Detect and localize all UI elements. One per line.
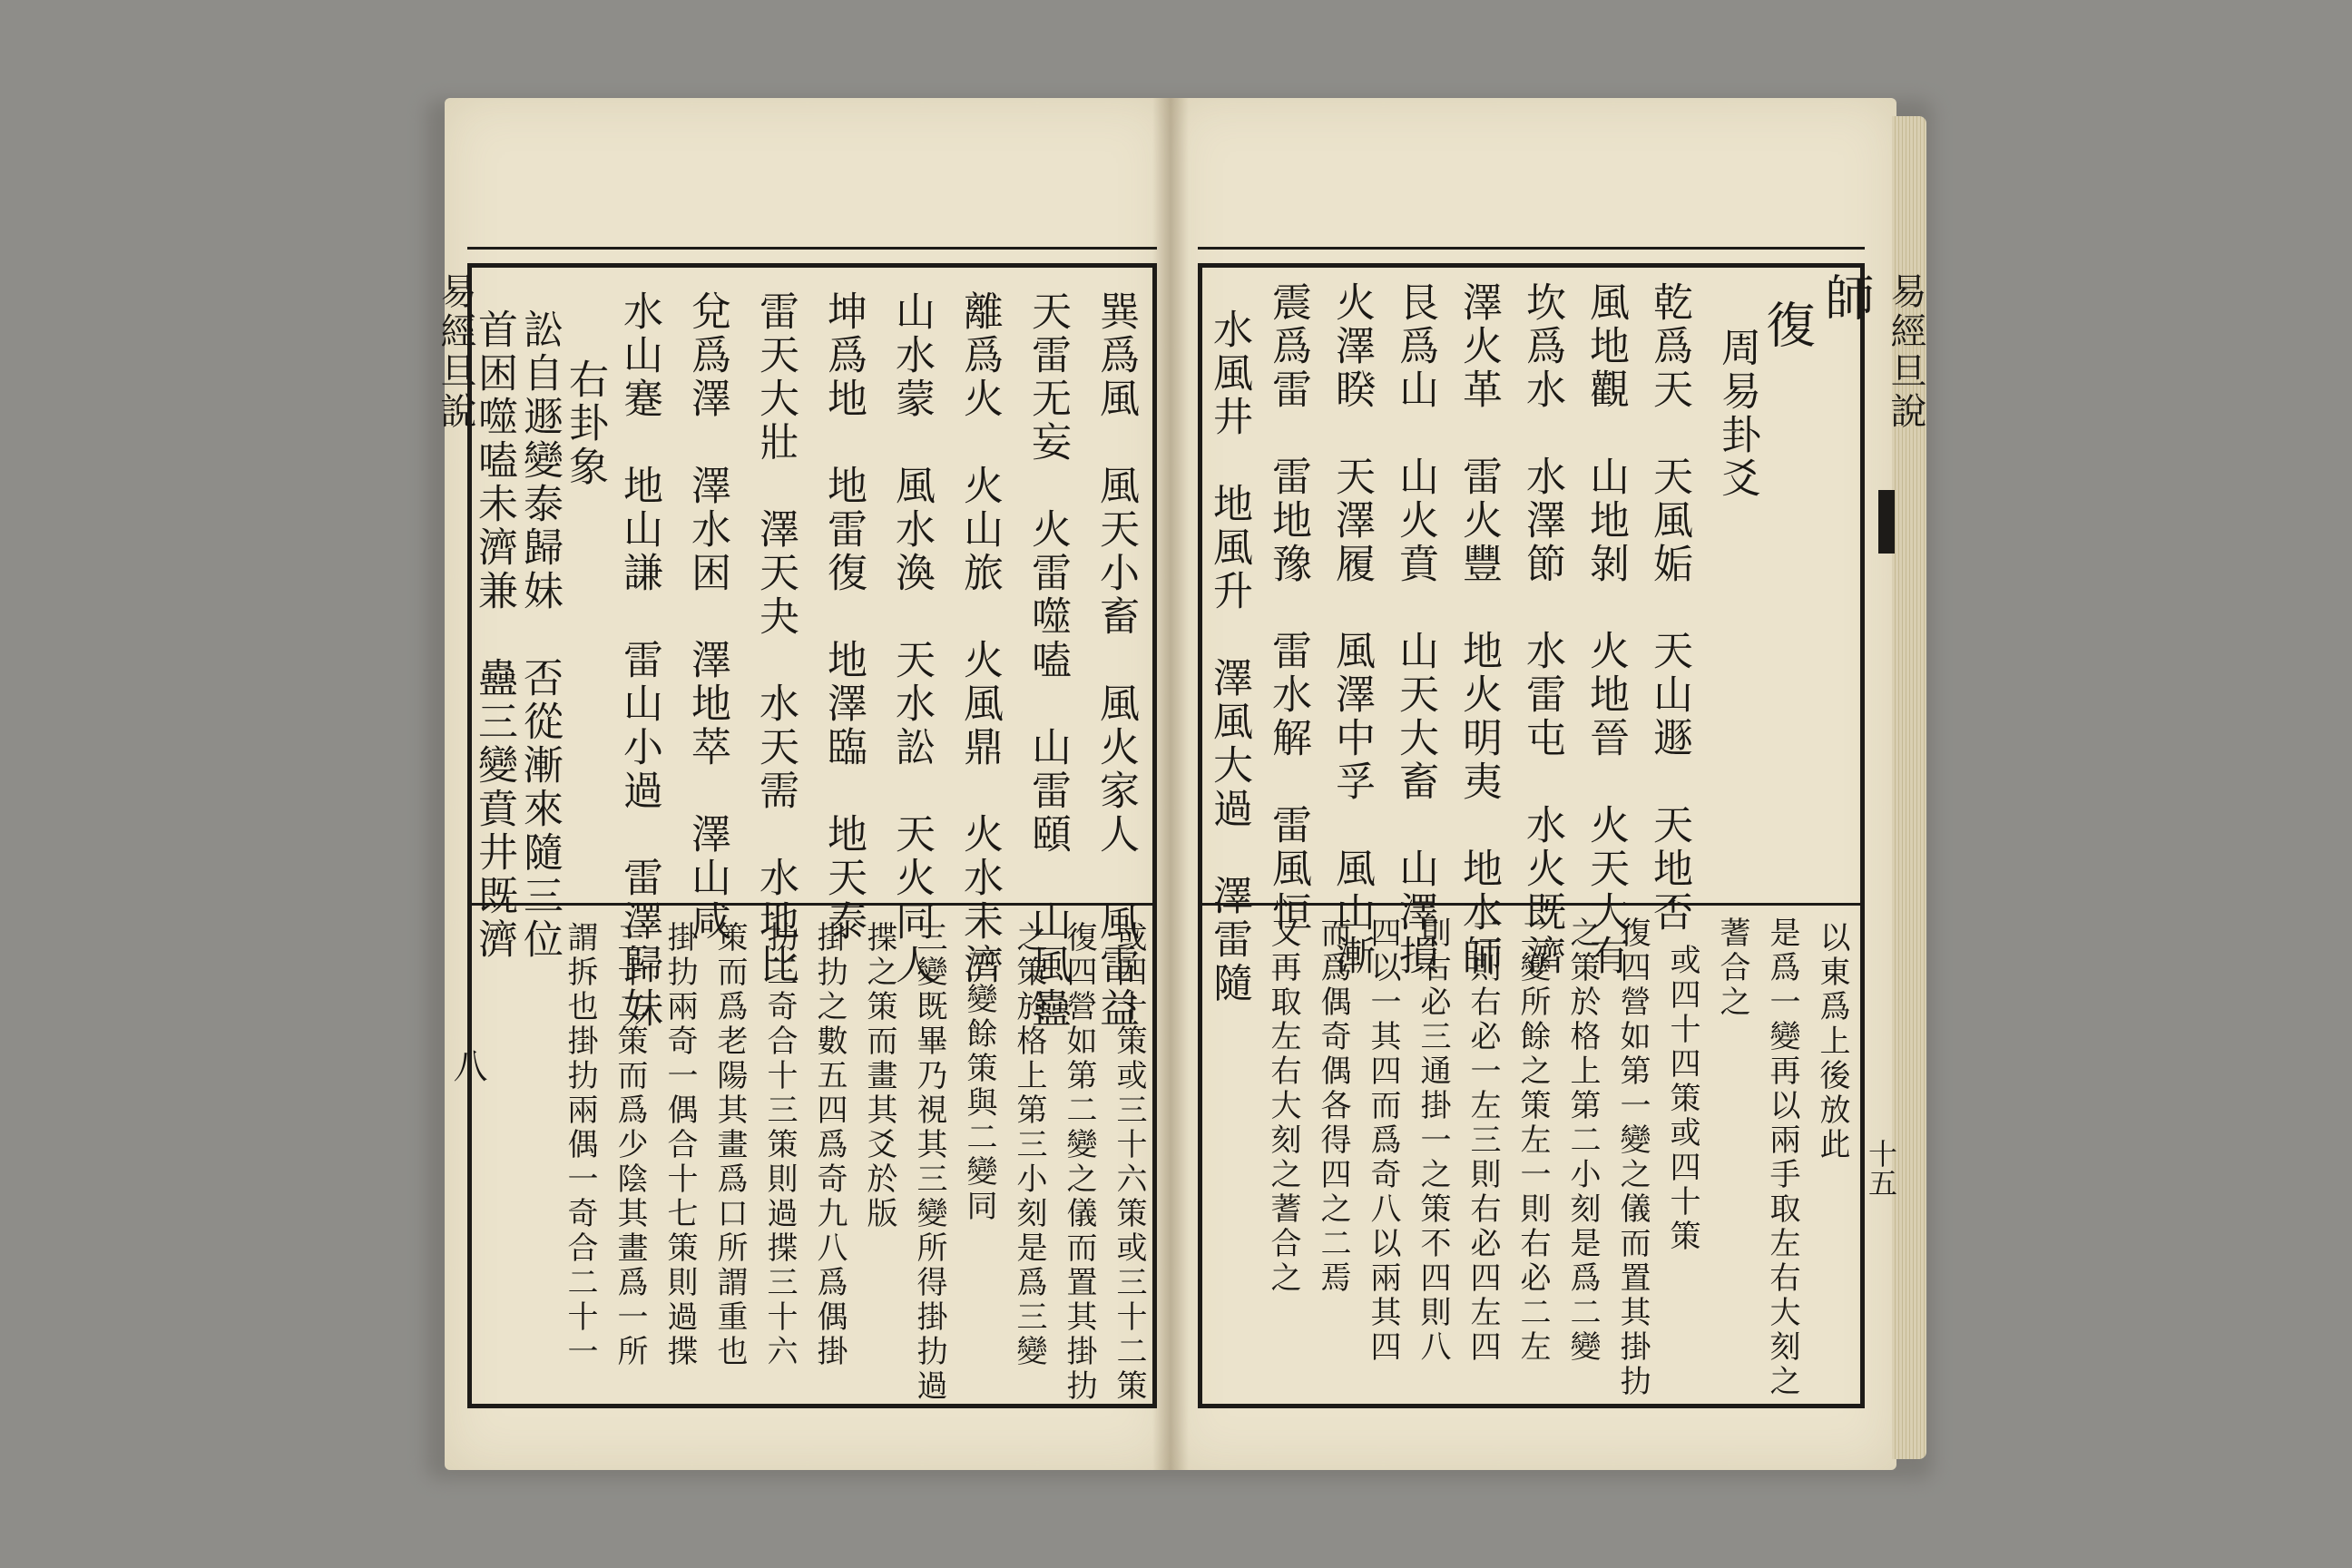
left-lower-col-11: 三十二策而爲少陰其畫爲一所 xyxy=(612,921,648,1369)
left-hex-col-5: 坤爲地 地雷復 地澤臨 地天泰 xyxy=(820,290,867,944)
right-lower-col-9: 則右必三通掛一之策不四則八 xyxy=(1415,916,1451,1365)
left-lower-col-5: 三變既畢乃視其三變所得掛扐過 xyxy=(911,921,947,1404)
right-hex-col-4: 澤火革 雷火豐 地火明夷 地水師 xyxy=(1455,281,1502,978)
right-hex-col-8: 水風井 地風升 澤風大過 澤雷隨 xyxy=(1206,309,1252,1005)
left-lower-col-6: 揲之策而畫其爻於版 xyxy=(861,921,897,1231)
left-lower-col-10: 掛扐兩奇一偶合十七策則過揲 xyxy=(662,921,698,1369)
right-margin-title: 易經旦說 xyxy=(1885,272,1926,432)
left-hex-col-1: 巽爲風 風天小畜 風火家人 風雷益 xyxy=(1093,290,1139,1031)
hexagram-name-2: 復 xyxy=(1759,299,1816,352)
left-hex-col-4: 山水蒙 風水渙 天水訟 天火同人 xyxy=(888,290,935,987)
left-lower-col-3: 之策於格上第三小刻是爲三變 xyxy=(1011,921,1047,1369)
right-lower-col-10: 四以一其四而爲奇八以兩其四 xyxy=(1365,916,1401,1365)
right-lower-col-8: 二則右必一左三則右必四左四 xyxy=(1465,916,1501,1365)
left-top-rule xyxy=(467,247,1157,250)
book-gutter xyxy=(1152,98,1189,1470)
right-lower-col-3: 蓍合之 xyxy=(1714,916,1750,1020)
right-lower-col-1: 以東爲上後放此 xyxy=(1814,921,1850,1162)
left-lower-col-9: 策而爲老陽其畫爲口所謂重也 xyxy=(711,921,748,1369)
right-lower-col-7: 二變所餘之策左一則右必二左 xyxy=(1514,916,1551,1365)
right-heading: 周易卦爻 xyxy=(1714,327,1760,501)
left-lower-col-1: 或四十策或三十六策或三十二策 xyxy=(1111,921,1147,1404)
left-lower-col-7: 掛扐之數五四爲奇九八爲偶掛 xyxy=(811,921,848,1369)
right-lower-col-5: 復四營如第一變之儀而置其掛扐 xyxy=(1614,916,1651,1399)
left-hex-col-3: 離爲火 火山旅 火風鼎 火水未濟 xyxy=(956,290,1003,987)
left-margin-title: 易經旦說 xyxy=(435,272,476,432)
right-lower-col-2: 是爲一變再以兩手取左右大刻之 xyxy=(1764,916,1800,1399)
left-lower-col-2: 復四營如第二變之儀而置其掛扐 xyxy=(1061,921,1097,1404)
left-hex-col-6: 雷天大壯 澤天夬 水天需 水地比 xyxy=(752,290,799,987)
right-hex-col-3: 坎爲水 水澤節 水雷屯 水火既濟 xyxy=(1519,281,1565,978)
right-folio: 十五 xyxy=(1864,1139,1898,1197)
right-top-rule xyxy=(1198,247,1865,250)
left-hex-col-2: 天雷无妄 火雷噬嗑 山雷頤 山風蠱 xyxy=(1024,290,1071,1031)
right-lower-col-4: 或四十四策或四十策 xyxy=(1664,944,1700,1254)
right-hex-col-6: 火澤睽 天澤履 風澤中孚 風山漸 xyxy=(1328,281,1375,978)
left-hex-col-7: 兌爲澤 澤水困 澤地萃 澤山咸 xyxy=(684,290,730,944)
right-lower-col-12: 又再取左右大刻之蓍合之 xyxy=(1265,916,1301,1296)
right-lower-col-11: 而爲偶奇偶各得四之二焉 xyxy=(1315,916,1351,1296)
left-lower-col-4: 三變餘策與二變同 xyxy=(961,948,997,1224)
right-hex-col-1: 乾爲天 天風姤 天山遯 天地否 xyxy=(1646,281,1692,935)
left-verse-col-2: 首困噬嗑未濟兼 蠱三變賁井既濟 xyxy=(471,309,517,962)
left-hex-col-8: 水山蹇 地山謙 雷山小過 雷澤歸妹 xyxy=(616,290,662,1031)
hexagram-name-1: 師 xyxy=(1818,272,1875,325)
right-lower-col-6: 之策於格上第二小刻是爲二變 xyxy=(1564,916,1601,1365)
left-lower-col-12: 謂拆也掛扐兩偶一奇合二十一 xyxy=(562,921,598,1369)
left-section-label: 右卦象 xyxy=(562,358,608,489)
right-hex-col-2: 風地觀 山地剝 火地晉 火天大有 xyxy=(1583,281,1629,978)
right-hex-col-7: 震爲雷 雷地豫 雷水解 雷風恒 xyxy=(1265,281,1311,935)
page-tab-mark xyxy=(1878,490,1895,554)
left-folio: 八 xyxy=(447,1048,487,1083)
left-lower-col-8: 扐三奇合十三策則過揲三十六 xyxy=(761,921,798,1369)
right-hex-col-5: 艮爲山 山火賁 山天大畜 山澤損 xyxy=(1392,281,1438,978)
left-verse-col-1: 訟自遯變泰歸妹 否從漸來隨三位 xyxy=(516,309,563,962)
